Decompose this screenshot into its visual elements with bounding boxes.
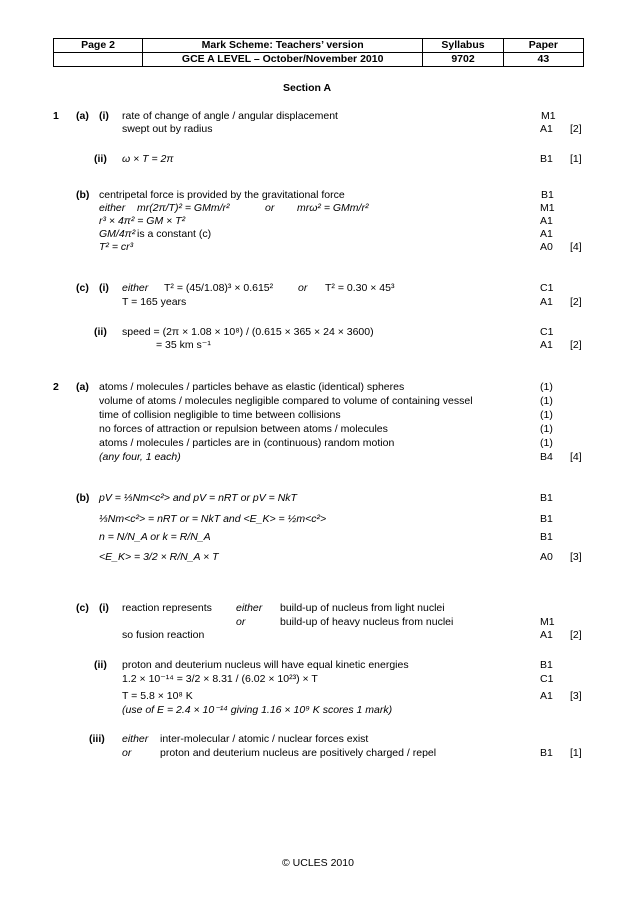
q1ci-eq1: T² = (45/1.08)³ × 0.615²: [164, 282, 274, 294]
q2ci-line1c: build-up of nucleus from light nuclei: [280, 602, 445, 614]
q2ciii-or: or: [122, 747, 132, 759]
q2b-line3: n = N/N_A or k = R/N_A: [99, 531, 211, 543]
q2cii-line4: (use of E = 2.4 × 10⁻¹⁴ giving 1.16 × 10⁹ K scores 1 mark): [122, 704, 393, 716]
q2c-sub-ii: (ii): [94, 659, 107, 671]
q1cii-line1: speed = (2π × 1.08 × 10⁸) / (0.615 × 365 × 24 × 3600): [122, 326, 374, 338]
q2c-sub-i: (i): [99, 602, 109, 614]
q1b-or: or: [265, 202, 275, 214]
q1-number: 1: [53, 110, 59, 122]
q2a-mark3: (1): [540, 409, 553, 421]
q1ai-total: [2]: [570, 123, 582, 135]
q2-number: 2: [53, 381, 59, 393]
q1b-line4b: is a constant (c): [137, 228, 212, 240]
q2a-mark4: (1): [540, 423, 553, 435]
q2b-mark1: B1: [540, 492, 553, 504]
q2b-line2: ⅓Nm<c²> = nRT or = NkT and <E_K> = ½m<c²>: [99, 513, 327, 525]
q1b-mark3: A1: [540, 215, 553, 227]
header-paper: 43: [503, 53, 583, 67]
q1ci-mark1: C1: [540, 282, 554, 294]
q2a-mark1: (1): [540, 381, 553, 393]
q1b-line4a: GM/4π²: [99, 228, 136, 240]
q1c-sub-ii: (ii): [94, 326, 107, 338]
q2b-line4: <E_K> = 3/2 × R/N_A × T: [99, 551, 219, 563]
header-title: Mark Scheme: Teachers’ version: [143, 39, 423, 53]
footer-copyright: © UCLES 2010: [282, 857, 354, 869]
q2ci-line1a: reaction represents: [122, 602, 212, 614]
q2b-mark3: B1: [540, 531, 553, 543]
header-page: Page 2: [54, 39, 143, 53]
q2ciii-mark: B1: [540, 747, 553, 759]
q1cii-total: [2]: [570, 339, 582, 351]
q1aii-total: [1]: [570, 153, 582, 165]
q1-sub-i: (i): [99, 110, 109, 122]
q1-part-b: (b): [76, 189, 90, 201]
header-table: [53, 38, 584, 67]
q2-part-c: (c): [76, 602, 89, 614]
q1ai-mark1: M1: [541, 110, 556, 122]
q2ci-total: [2]: [570, 629, 582, 641]
q2a-mark6: B4: [540, 451, 553, 463]
q2a-total: [4]: [570, 451, 582, 463]
header-exam: GCE A LEVEL – October/November 2010: [143, 53, 423, 67]
q1b-eq1: mr(2π/T)² = GMm/r²: [137, 202, 230, 214]
q1aii-text: ω × T = 2π: [122, 153, 174, 165]
q2a-line6: (any four, 1 each): [99, 451, 181, 463]
q1-part-c: (c): [76, 282, 89, 294]
header-blank: [54, 53, 143, 67]
q1cii-mark1: C1: [540, 326, 554, 338]
q1b-line3: r³ × 4π² = GM × T²: [99, 215, 186, 227]
q2ci-or: or: [236, 616, 246, 628]
q2b-line1: pV = ⅓Nm<c²> and pV = nRT or pV = NkT: [99, 492, 297, 504]
q1ai-mark2: A1: [540, 123, 553, 135]
q1b-total: [4]: [570, 241, 582, 253]
q2ci-mark1: M1: [540, 616, 555, 628]
q1b-line5: T² = cr³: [99, 241, 134, 253]
q1ci-line2: T = 165 years: [122, 296, 187, 308]
q2b-total: [3]: [570, 551, 582, 563]
q2ci-line2c: build-up of heavy nucleus from nuclei: [280, 616, 454, 628]
header-syllabus-label: Syllabus: [423, 39, 503, 53]
q2cii-mark3: A1: [540, 690, 553, 702]
q2c-sub-iii: (iii): [89, 733, 105, 745]
q1b-mark5: A0: [540, 241, 553, 253]
q1b-eq2: mrω² = GMm/r²: [297, 202, 369, 214]
q1ci-mark2: A1: [540, 296, 553, 308]
q2cii-line2: 1.2 × 10⁻¹⁴ = 3/2 × 8.31 / (6.02 × 10²³) × T: [122, 673, 318, 685]
q1ci-eq2: T² = 0.30 × 45³: [325, 282, 395, 294]
section-title: Section A: [283, 82, 332, 94]
header-paper-label: Paper: [503, 39, 583, 53]
q2b-mark2: B1: [540, 513, 553, 525]
q2ci-either: either: [236, 602, 263, 614]
q1c-sub-i: (i): [99, 282, 109, 294]
q1ci-or: or: [298, 282, 308, 294]
q1aii-mark: B1: [540, 153, 553, 165]
q2cii-line1: proton and deuterium nucleus will have equal kinetic energies: [122, 659, 409, 671]
q2cii-mark1: B1: [540, 659, 553, 671]
q1b-mark4: A1: [540, 228, 553, 240]
q1ai-line2: swept out by radius: [122, 123, 213, 135]
q2ci-mark2: A1: [540, 629, 553, 641]
q2-part-a: (a): [76, 381, 89, 393]
q1ci-total: [2]: [570, 296, 582, 308]
q1cii-line2: = 35 km s⁻¹: [156, 339, 211, 351]
q1b-line1: centripetal force is provided by the gravitational force: [99, 189, 345, 201]
q1-part-a: (a): [76, 110, 89, 122]
q1ai-line1: rate of change of angle / angular displacement: [122, 110, 338, 122]
q2ciii-line2: proton and deuterium nucleus are positively charged / repel: [160, 747, 437, 759]
q2b-mark4: A0: [540, 551, 553, 563]
q2ci-line3: so fusion reaction: [122, 629, 205, 641]
q2a-line4: no forces of attraction or repulsion between atoms / molecules: [99, 423, 388, 435]
q2cii-mark2: C1: [540, 673, 554, 685]
q2cii-total: [3]: [570, 690, 582, 702]
q2a-line2: volume of atoms / molecules negligible compared to volume of containing vessel: [99, 395, 473, 407]
q1b-mark2: M1: [540, 202, 555, 214]
q2-part-b: (b): [76, 492, 90, 504]
q2a-mark2: (1): [540, 395, 553, 407]
q2ciii-line1: inter-molecular / atomic / nuclear forces exist: [160, 733, 369, 745]
q1b-either: either: [99, 202, 126, 214]
q1cii-mark2: A1: [540, 339, 553, 351]
q2ciii-total: [1]: [570, 747, 582, 759]
header-syllabus: 9702: [423, 53, 503, 67]
q2a-line5: atoms / molecules / particles are in (continuous) random motion: [99, 437, 395, 449]
q2a-line3: time of collision negligible to time between collisions: [99, 409, 341, 421]
q1b-mark1: B1: [541, 189, 554, 201]
q2a-line1: atoms / molecules / particles behave as elastic (identical) spheres: [99, 381, 405, 393]
q2a-mark5: (1): [540, 437, 553, 449]
q1-sub-ii: (ii): [94, 153, 107, 165]
q2cii-line3: T = 5.8 × 10⁸ K: [122, 690, 193, 702]
q1ci-either: either: [122, 282, 149, 294]
q2ciii-either: either: [122, 733, 149, 745]
